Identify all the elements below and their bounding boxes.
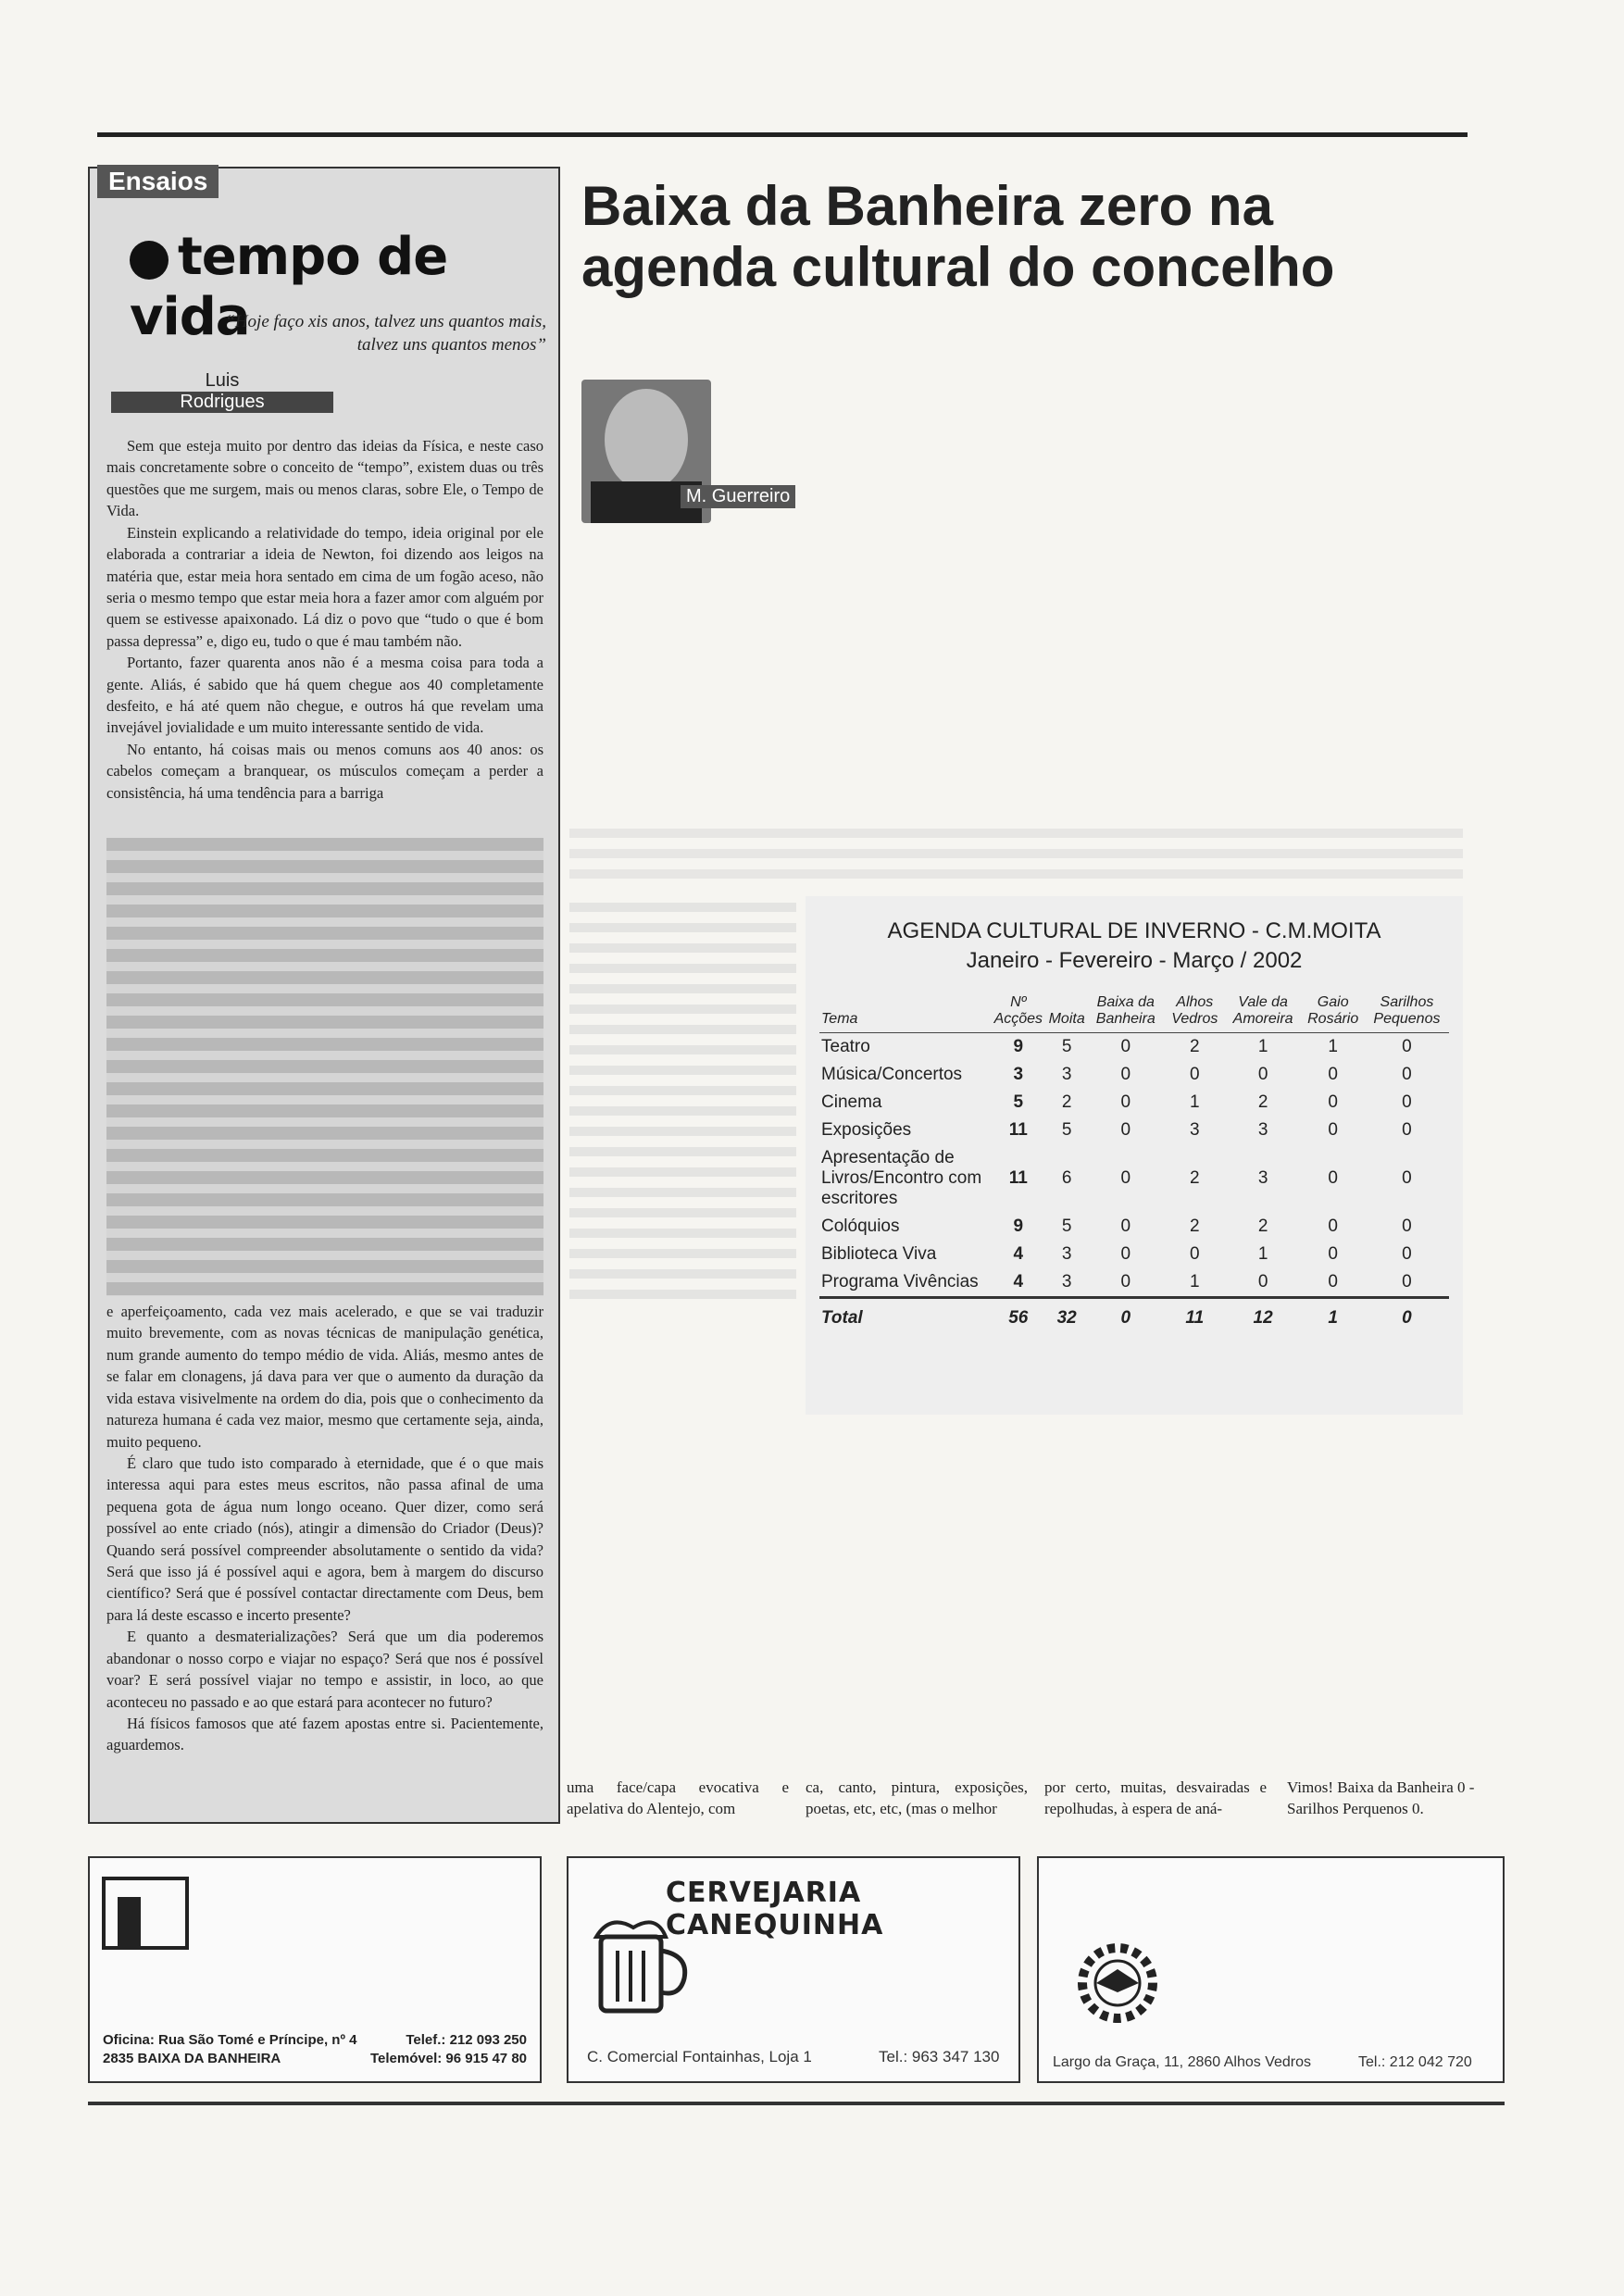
ad-phone: Tel.: 963 347 130 [879, 2048, 1000, 2065]
table-cell: 3 [1257, 1120, 1268, 1141]
table-cell: 0 [1120, 1037, 1131, 1057]
table-cell: 0 [1328, 1244, 1338, 1265]
table-cell: 0 [1365, 1298, 1449, 1333]
table-row [819, 1241, 1449, 1268]
ad-cervejaria [567, 1856, 1020, 2083]
table-row [819, 1033, 1449, 1062]
table-cell: 0 [1120, 1065, 1131, 1085]
table-cell: 1 [1302, 1298, 1365, 1333]
table-cell: 2 [1190, 1037, 1200, 1057]
bullet-icon [130, 241, 169, 280]
table-cell: 2 [1257, 1092, 1268, 1113]
table-cell: 0 [1257, 1272, 1268, 1292]
column-tail: por certo, muitas, desvairadas e repolhudas, à espera de aná- [1044, 1778, 1267, 1817]
table-cell: 11 [1165, 1298, 1225, 1333]
table-cell: Colóquios [821, 1217, 900, 1237]
ad-address: Largo da Graça, 11, 2860 Alhos Vedros [1053, 2054, 1312, 2070]
table-header-cell: Alhos Vedros [1165, 992, 1225, 1033]
agenda-title: AGENDA CULTURAL DE INVERNO - C.M.MOITA [887, 918, 1381, 943]
faded-text-area [569, 829, 1463, 884]
table-cell: 0 [1120, 1092, 1131, 1113]
paragraph: Einstein explicando a relatividade do tempo, ideia original por ele elaborada a contrariar a ideia de Newton, foi dizendo aos leigos na matéria que, estar meia hora sentado em cima de um fogão aceso, não seria o mesmo tempo que estar meia hora a fazer amor com alguém por quem se estivesse apaixonado. Lá diz o povo que “tudo o que é bom passa depressa” e, digo eu, tudo o que é mau também não. [106, 523, 543, 650]
table-cell: Programa Vivências [821, 1272, 979, 1292]
table-cell: 3 [1190, 1120, 1200, 1141]
table-cell: 9 [1013, 1217, 1024, 1237]
top-rule [97, 132, 1468, 137]
table-cell: 2 [1257, 1217, 1268, 1237]
table-cell: Teatro [821, 1037, 870, 1057]
ad-phone: Telef.: 212 093 250 [406, 2032, 527, 2048]
building-icon [99, 1869, 201, 1957]
table-cell: 0 [1087, 1298, 1165, 1333]
table-cell: 0 [1120, 1272, 1131, 1292]
column-tail: uma face/capa evocativa e apelativa do Alentejo, com [567, 1778, 789, 1817]
table-cell: 3 [1061, 1065, 1072, 1085]
table-cell: 0 [1402, 1120, 1412, 1141]
table-cell: 3 [1061, 1272, 1072, 1292]
table-cell: 0 [1402, 1272, 1412, 1292]
author-first-name: Luis [205, 370, 240, 391]
table-cell: 0 [1257, 1065, 1268, 1085]
table-cell: 0 [1120, 1217, 1131, 1237]
table-cell: 3 [1061, 1244, 1072, 1265]
paragraph: No entanto, há coisas mais ou menos comuns aos 40 anos: os cabelos começam a branquear, os músculos começam a perder a consistência, há uma tendência para a barriga [106, 740, 543, 802]
table-cell: 5 [1061, 1037, 1072, 1057]
table-cell: 5 [1061, 1120, 1072, 1141]
table-header-cell: Moita [1047, 992, 1087, 1033]
table-cell: 32 [1047, 1298, 1087, 1333]
table-cell: Apresentação de Livros/Encontro com escritores [821, 1148, 982, 1209]
ensaios-body [106, 435, 543, 804]
table-header-cell: Vale da Amoreira [1225, 992, 1302, 1033]
table-cell: 0 [1328, 1092, 1338, 1113]
table-cell: 12 [1225, 1298, 1302, 1333]
paragraph: Há físicos famosos que até fazem apostas entre si. Pacientemente, aguardemos. [106, 1715, 543, 1754]
table-cell: Biblioteca Viva [821, 1244, 937, 1265]
table-cell: 1 [1190, 1272, 1200, 1292]
author-last-name: Rodrigues [111, 392, 333, 413]
table-cell: Exposições [821, 1120, 912, 1141]
table-cell: 0 [1328, 1168, 1338, 1189]
table-cell: 0 [1402, 1092, 1412, 1113]
column-tail: Vimos! Baixa da Banheira 0 - Sarilhos Perquenos 0. [1287, 1778, 1475, 1817]
table-cell: 1 [1190, 1092, 1200, 1113]
table-cell: 0 [1190, 1244, 1200, 1265]
epigraph-quote: “Hoje faço xis anos, talvez uns quantos mais, talvez uns quantos menos” [225, 312, 546, 355]
table-cell: 9 [1013, 1037, 1024, 1057]
paragraph: É claro que tudo isto comparado à eternidade, que é o que mais interessa aqui para estes meus escritos, não passa afinal de uma pequena gota de água num longo oceano. Quer dizer, como será possível ao ente criado (nós), atingir a dimensão do Criador (Deus)? Quando será possível compreender absolutamente o sentido da vida? Será que isso já é possível aqui e agora, bem à margem do discurso científico? Será que é possível contactar directamente com Deus, bem para lá deste escasso e incerto presente? [106, 1454, 543, 1624]
table-cell: 5 [1061, 1217, 1072, 1237]
table-cell: 6 [1061, 1168, 1072, 1189]
table-cell: 0 [1120, 1244, 1131, 1265]
ad-address-line2: 2835 BAIXA DA BANHEIRA [103, 2051, 281, 2066]
table-cell: 11 [1008, 1168, 1028, 1189]
faded-text-area [106, 838, 543, 1296]
agenda-table [819, 992, 1449, 1332]
table-cell: 0 [1120, 1120, 1131, 1141]
bottom-rule [88, 2102, 1505, 2105]
paragraph: E quanto a desmaterializações? Será que um dia poderemos abandonar o nosso corpo e viajar no espaço? Será que nos é possível voar? E será possível viajar no tempo e assistir, in loco, ao que aconteceu no passado e ao que estará para acontecer no futuro? [106, 1628, 543, 1711]
table-header-cell: Nº Acções [990, 992, 1047, 1033]
paragraph: Portanto, fazer quarenta anos não é a mesma coisa para toda a gente. Aliás, é sabido que há quem chegue aos 40 completamente desfeito, e há até quem não chegue, e outros há que revelam uma invejável jovialidade e um muito interessante sentido de vida. [106, 654, 543, 737]
ensaios-title: tempo de vida [130, 227, 448, 347]
ad-address-line1: Oficina: Rua São Tomé e Príncipe, nº 4 [103, 2032, 357, 2048]
column-tail: ca, canto, pintura, exposições, poetas, etc, etc, (mas o melhor [806, 1778, 1028, 1817]
table-cell: 0 [1328, 1120, 1338, 1141]
paragraph: e aperfeiçoamento, cada vez mais acelerado, e que se vai traduzir muito brevemente, com as novas técnicas de manipulação genética, num grande aumento do tempo médio de vida. Aliás, mesmo antes de se falar em clonagens, já dava para ver que o aumento da duração da vida estava visivelmente na ordem do dia, pois que o conhecimento da natureza humana é cada vez maior, mesmo que certamente seja, ainda, muito pequeno. [106, 1303, 543, 1451]
ad-alhos-vedros [1037, 1856, 1505, 2083]
table-row [819, 1213, 1449, 1241]
table-cell: 3 [1013, 1065, 1024, 1085]
table-header-cell: Tema [819, 992, 990, 1033]
table-cell: 0 [1402, 1217, 1412, 1237]
ensaios-body-continued [106, 1301, 543, 1756]
table-row [819, 1117, 1449, 1144]
article-headline: Baixa da Banheira zero na agenda cultural do concelho [581, 175, 1335, 298]
table-cell: 0 [1402, 1244, 1412, 1265]
photo-caption: M. Guerreiro [681, 485, 795, 508]
agenda-subtitle: Janeiro - Fevereiro - Março / 2002 [966, 948, 1303, 973]
table-cell: 1 [1257, 1037, 1268, 1057]
faded-text-area [569, 903, 796, 1310]
table-cell: 0 [1402, 1168, 1412, 1189]
table-cell: 2 [1190, 1217, 1200, 1237]
table-cell: 0 [1328, 1065, 1338, 1085]
table-header-cell: Baixa da Banheira [1087, 992, 1165, 1033]
table-cell: 2 [1190, 1168, 1200, 1189]
gear-icon [1067, 1932, 1168, 2034]
table-row [819, 1089, 1449, 1117]
ad-mobile: Telemóvel: 96 915 47 80 [370, 2051, 527, 2066]
table-cell: 3 [1257, 1168, 1268, 1189]
table-cell: 4 [1013, 1272, 1024, 1292]
table-header-cell: Sarilhos Pequenos [1365, 992, 1449, 1033]
table-row [819, 1298, 1449, 1333]
ad-phone: Tel.: 212 042 720 [1358, 2054, 1472, 2070]
table-cell: 1 [1257, 1244, 1268, 1265]
table-cell: Total [819, 1298, 990, 1333]
table-header-cell: Gaio Rosário [1302, 992, 1365, 1033]
table-row [819, 1061, 1449, 1089]
paragraph: Sem que esteja muito por dentro das ideias da Física, e neste caso mais concretamente sobre o conceito de “tempo”, existem duas ou três questões que me surgem, mais ou menos claras, sobre Ele, o Tempo de Vida. [106, 437, 543, 520]
ad-oficina [88, 1856, 542, 2083]
table-cell: 0 [1402, 1065, 1412, 1085]
ad-business-name: CERVEJARIA CANEQUINHA [666, 1877, 884, 1941]
table-cell: 0 [1190, 1065, 1200, 1085]
table-cell: 0 [1402, 1037, 1412, 1057]
table-cell: 0 [1328, 1217, 1338, 1237]
beer-mug-icon [582, 1909, 693, 2020]
byline [111, 370, 333, 413]
table-cell: 1 [1328, 1037, 1338, 1057]
table-cell: 5 [1013, 1092, 1024, 1113]
table-cell: 2 [1061, 1092, 1072, 1113]
table-row [819, 1144, 1449, 1213]
table-cell: Cinema [821, 1092, 882, 1113]
table-cell: 56 [990, 1298, 1047, 1333]
ad-address: C. Comercial Fontainhas, Loja 1 [587, 2048, 812, 2065]
table-cell: 11 [1008, 1120, 1028, 1141]
table-cell: 0 [1328, 1272, 1338, 1292]
table-row [819, 1268, 1449, 1298]
table-cell: 0 [1120, 1168, 1131, 1189]
table-cell: 4 [1013, 1244, 1024, 1265]
section-label: Ensaios [97, 165, 219, 198]
table-cell: Música/Concertos [821, 1065, 963, 1085]
